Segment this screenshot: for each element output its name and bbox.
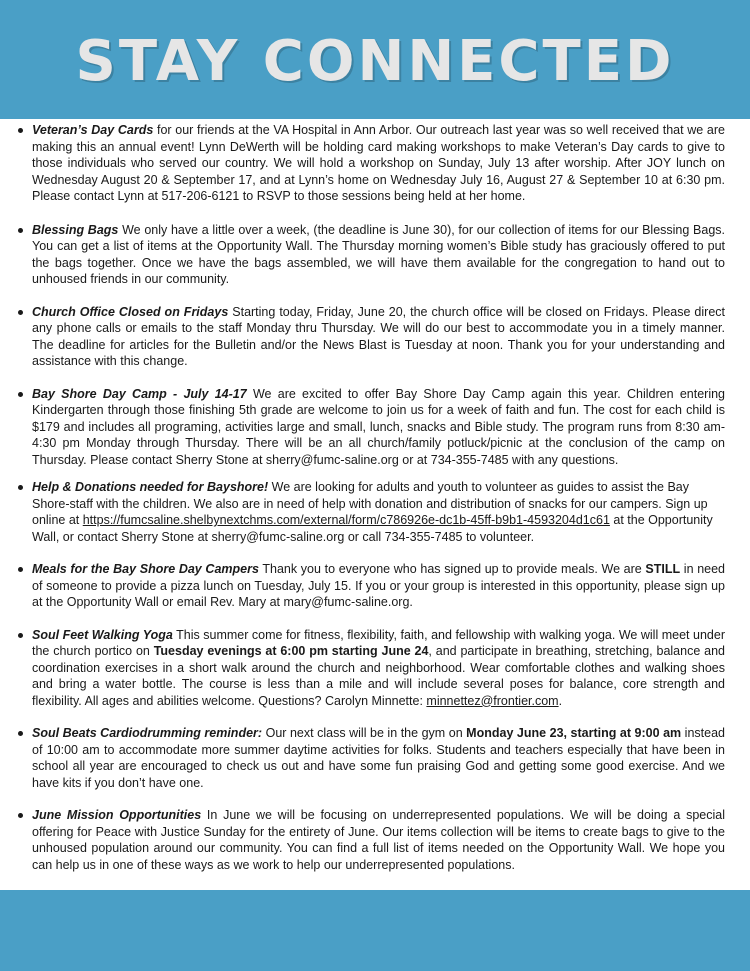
- list-item-blessing-bags: [0, 222, 750, 288]
- bullet-icon: [18, 633, 23, 638]
- item-text: Our next class will be in the gym on: [262, 726, 467, 740]
- bullet-icon: [18, 228, 23, 233]
- item-text-continued: , and participate in breathing, stretching, balance and coordination exercises in a short walk around the church and neighborhood. Wear comfortable clothes and walking shoes and bring a water bottle. The course is less than a mile and will include several poses for balance, core strength and flexibility. All ages and abilities welcome. Questions? Carolyn Minnette:: [32, 644, 725, 708]
- announcement-list: [0, 122, 750, 873]
- bullet-icon: [18, 485, 23, 490]
- bullet-icon: [18, 128, 23, 133]
- bullet-icon: [18, 567, 23, 572]
- item-title: Veteran’s Day Cards: [32, 123, 154, 137]
- list-item-church-office-closed: [0, 304, 750, 370]
- list-item-help-donations: [0, 479, 750, 545]
- bullet-icon: [18, 310, 23, 315]
- item-text: Starting today, Friday, June 20, the church office will be closed on Fridays. Please direct any phone calls or emails to the staff Monday thru Thursday. We will do our best to accommodate you in a timely manner. The deadline for articles for the Bulletin and/or the News Blast is Tuesday at noon. Thank you for your understanding and assistance with this change.: [32, 304, 725, 368]
- page-title: STAY CONNECTED: [75, 29, 675, 94]
- item-title: Help & Donations needed for Bayshore!: [32, 480, 269, 494]
- item-title: June Mission Opportunities: [32, 808, 202, 822]
- item-text: In June we will be focusing on underrepresented populations. We will be doing a special offering for Peace with Justice Sunday for the entirety of June. Our items collection will be items to create bags to give to the unhoused population around our community. You can find a full list of items needed on the Opportunity Wall. We hope you can help us in one of these ways as we work to help our underrepresented populations.: [32, 808, 726, 872]
- item-title: Bay Shore Day Camp - July 14-17: [32, 386, 247, 401]
- list-item-veterans-day-cards: [0, 122, 750, 205]
- item-text: We only have a little over a week, (the deadline is June 30), for our collection of items for our Blessing Bags. You can get a list of items at the Opportunity Wall. The Thursday morning women’s Bible study has graciously offered to put the bags together. Once we have the bags assembled, we will have them available for the congregation to hand out to unhoused friends in our community.: [32, 222, 725, 286]
- item-text: This summer come for fitness, flexibility, faith, and fellowship with walking yoga. We will meet under the church portico on: [32, 627, 725, 658]
- list-item-meals-campers: [0, 561, 750, 611]
- footer-banner: [0, 890, 750, 971]
- item-text-continued: in need of someone to provide a pizza lunch on Tuesday, July 15. If you or your group is interested in this opportunity, please sign up at the Opportunity Wall or email Rev. Mary at mary@fumc-saline.org.: [32, 562, 726, 609]
- list-item-cardiodrumming: [0, 725, 750, 791]
- item-title: Meals for the Bay Shore Day Campers: [32, 562, 259, 576]
- item-title: Blessing Bags: [32, 222, 119, 237]
- item-emphasis: STILL: [645, 562, 681, 576]
- item-emphasis: Monday June 23, starting at 9:00 am: [466, 726, 682, 740]
- bullet-icon: [18, 731, 23, 736]
- item-title: Soul Beats Cardiodrumming reminder:: [32, 726, 263, 740]
- bullet-icon: [18, 392, 23, 397]
- item-text: We are looking for adults and youth to volunteer as guides to assist the Bay Shore-staff with the children. We also are in need of help with donation and distribution of snacks for our campers. Sign up online at: [32, 480, 708, 527]
- item-emphasis: Tuesday evenings at 6:00 pm starting June 24: [153, 644, 429, 658]
- item-text: for our friends at the VA Hospital in Ann Arbor. Our outreach last year was so well received that we are making this an annual event! Lynn DeWerth will be holding card making workshops to make Veteran’s Day cards to give to those individuals who served our country. We will hold a workshop on Sunday, July 13 after worship. After JOY lunch on Wednesday August 20 & September 17, and at Lynn’s home on Wednesday July 16, August 27 & September 10 at 6:30 pm. Please contact Lynn at 517-206-6121 to RSVP to those sessions being held at her home.: [32, 123, 725, 203]
- list-item-june-mission: [0, 807, 750, 873]
- list-item-bay-shore-day-camp: [0, 386, 750, 469]
- item-title: Soul Feet Walking Yoga: [32, 627, 173, 642]
- item-text-end: .: [558, 693, 563, 708]
- list-item-walking-yoga: [0, 627, 750, 710]
- header-banner: [0, 0, 750, 119]
- email-link[interactable]: minnettez@frontier.com: [426, 693, 559, 708]
- item-text-continued: instead of 10:00 am to accommodate more summer daytime activities for folks. Students and teachers especially that have been in school all year are encouraged to check us out and have some fun praising God and getting some good exercise. And we have kits if you don’t have one.: [32, 726, 725, 790]
- item-text: We are excited to offer Bay Shore Day Camp again this year. Children entering Kindergarten through those finishing 5th grade are welcome to join us for a week of faith and fun. The cost for each child is $179 and includes all programing, activities large and small, lunch, snacks and Bible study. The program runs from 8:30 am-4:30 pm Monday through Thursday. There will be an all church/family potluck/picnic at the conclusion of the camp on Thursday. Please contact Sherry Stone at sherry@fumc-saline.org or at 734-355-7485 with any questions.: [32, 386, 726, 467]
- signup-link[interactable]: https://fumcsaline.shelbynextchms.com/external/form/c786926e-dc1b-45ff-b9b1-4593204d1c61: [82, 513, 610, 527]
- item-text-continued: at the Opportunity Wall, or contact Sherry Stone at sherry@fumc-saline.org or call 734-355-7485 to volunteer.: [32, 513, 713, 544]
- item-text: Thank you to everyone who has signed up to provide meals. We are: [258, 562, 646, 576]
- bullet-icon: [18, 813, 23, 818]
- item-title: Church Office Closed on Fridays: [32, 304, 229, 319]
